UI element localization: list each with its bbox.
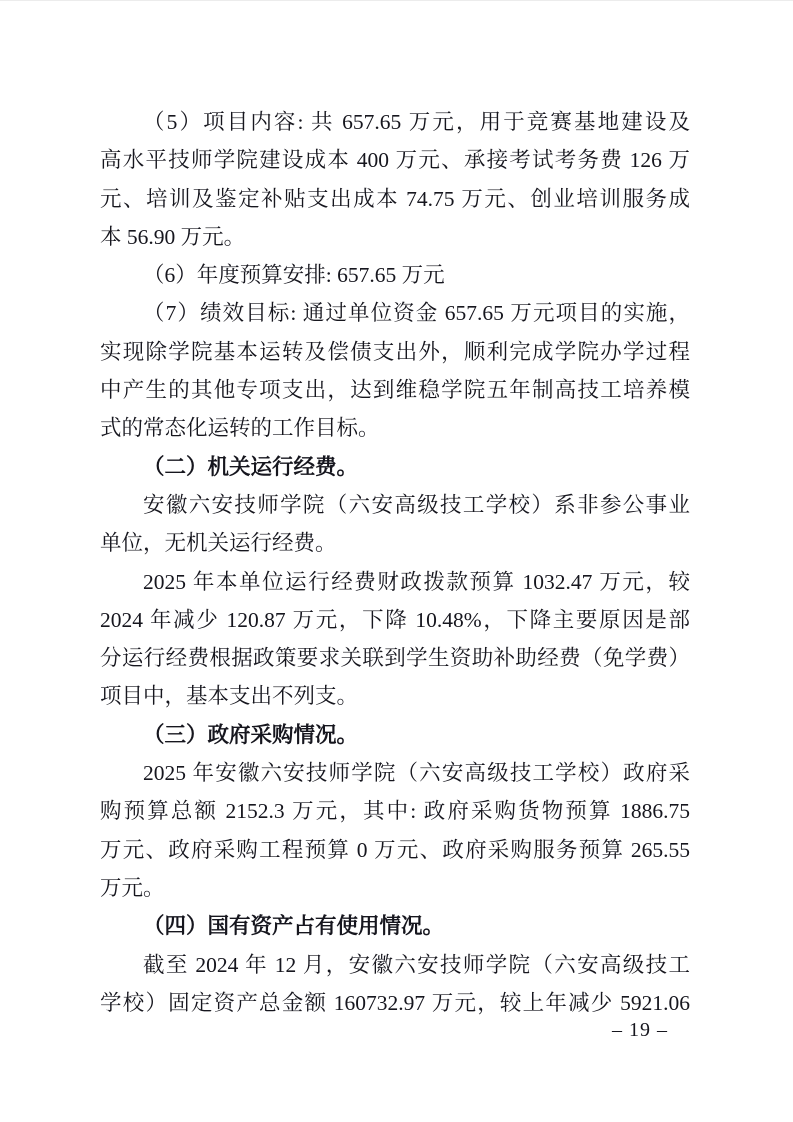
text-line: （6）年度预算安排: 657.65 万元: [143, 263, 445, 288]
text-line: 本 56.90 万元。: [100, 224, 246, 249]
text-line: 实现除学院基本运转及偿债支出外，顺利完成学院办学过程: [100, 339, 690, 364]
document-body: [100, 103, 690, 1022]
text-line: 高水平技师学院建设成本 400 万元、承接考试考务费 126 万: [100, 148, 690, 173]
text-line: 2024 年减少 120.87 万元，下降 10.48%，下降主要原因是部: [100, 607, 690, 632]
text-line: 截至 2024 年 12 月，安徽六安技师学院（六安高级技工: [143, 952, 690, 977]
paragraph: [100, 256, 690, 294]
text-line: 万元。: [100, 875, 165, 900]
text-line: （7）绩效目标: 通过单位资金 657.65 万元项目的实施，: [143, 301, 690, 326]
paragraph: [100, 754, 690, 907]
paragraph: [100, 486, 690, 563]
paragraph: [100, 563, 690, 716]
text-line: 式的常态化运转的工作目标。: [100, 416, 380, 441]
text-line: 购预算总额 2152.3 万元，其中: 政府采购货物预算 1886.75: [100, 799, 690, 824]
text-line: 中产生的其他专项支出，达到维稳学院五年制高技工培养模: [100, 378, 690, 403]
text-line: （三）政府采购情况。: [143, 722, 359, 747]
text-line: 元、培训及鉴定补贴支出成本 74.75 万元、创业培训服务成: [100, 186, 690, 211]
text-line: 项目中，基本支出不列支。: [100, 684, 359, 709]
text-line: 分运行经费根据政策要求关联到学生资助补助经费（免学费）: [100, 646, 690, 671]
text-line: 2025 年安徽六安技师学院（六安高级技工学校）政府采: [143, 761, 690, 786]
paragraph: [100, 103, 690, 256]
text-line: （四）国有资产占有使用情况。: [143, 914, 445, 939]
section-heading: [100, 907, 690, 945]
text-line: （二）机关运行经费。: [143, 454, 359, 479]
page-number: – 19 –: [612, 1019, 668, 1041]
text-line: （5）项目内容: 共 657.65 万元，用于竞赛基地建设及: [143, 110, 690, 134]
paragraph: [100, 294, 690, 447]
text-line: 学校）固定资产总金额 160732.97 万元，较上年减少 5921.06: [100, 990, 690, 1015]
text-line: 2025 年本单位运行经费财政拨款预算 1032.47 万元，较: [143, 569, 690, 594]
section-heading: [100, 716, 690, 754]
section-heading: [100, 448, 690, 486]
text-line: 万元、政府采购工程预算 0 万元、政府采购服务预算 265.55: [100, 837, 690, 862]
text-line: 单位，无机关运行经费。: [100, 531, 337, 556]
paragraph: [100, 946, 690, 1023]
text-line: 安徽六安技师学院（六安高级技工学校）系非参公事业: [143, 492, 690, 517]
